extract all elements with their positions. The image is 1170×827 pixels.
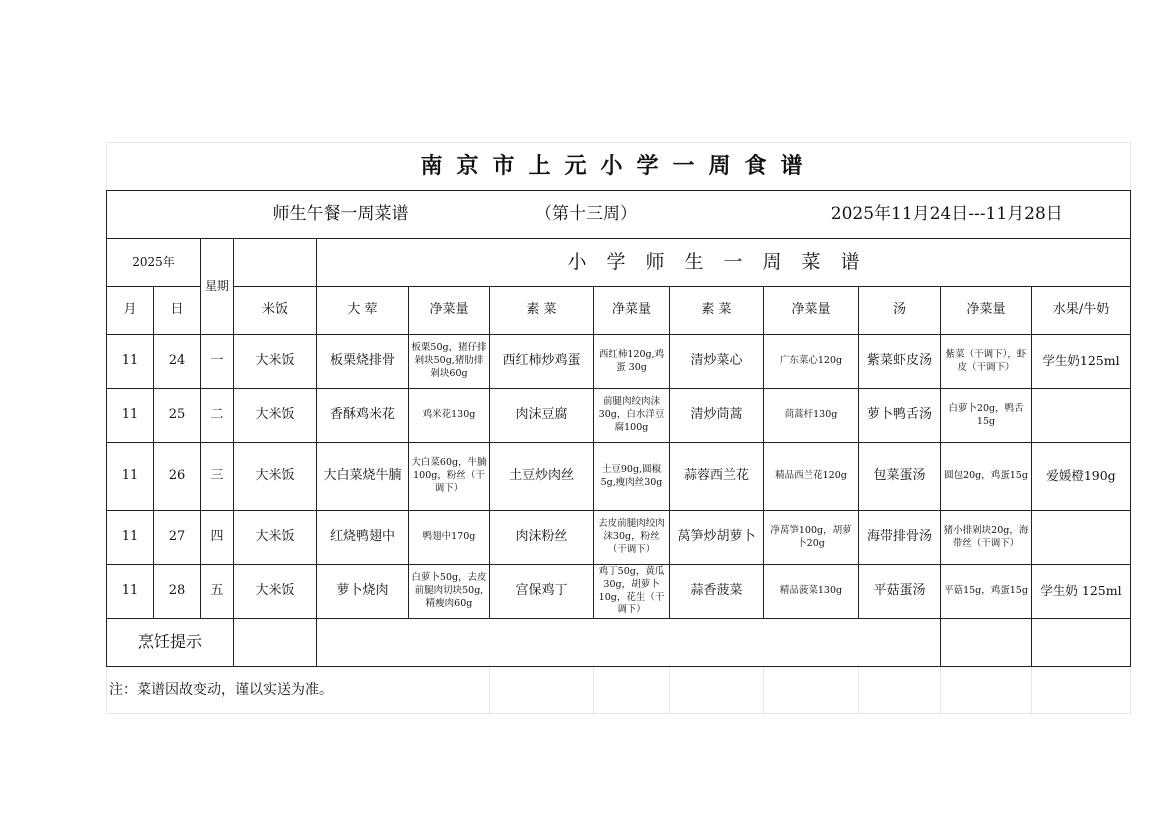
day-cell: 25 bbox=[154, 389, 201, 443]
col-net-qty: 净菜量 bbox=[941, 287, 1032, 335]
weekly-menu-table bbox=[106, 142, 1131, 714]
main-dish-cell: 大白菜烧牛腩 bbox=[317, 443, 409, 511]
blank-cell bbox=[1032, 619, 1131, 667]
rice-cell: 大米饭 bbox=[234, 335, 317, 389]
month-cell: 11 bbox=[107, 335, 154, 389]
blank-cell bbox=[234, 239, 317, 287]
veg1-cell: 宫保鸡丁 bbox=[490, 565, 594, 619]
day-cell: 28 bbox=[154, 565, 201, 619]
blank-cell bbox=[1032, 667, 1131, 714]
weekday-cell: 三 bbox=[201, 443, 234, 511]
col-fruit-milk: 水果/牛奶 bbox=[1032, 287, 1131, 335]
veg1-qty-cell: 土豆90g,圆椒5g,瘦肉丝30g bbox=[594, 443, 670, 511]
blank-cell bbox=[941, 619, 1032, 667]
weekday-cell: 二 bbox=[201, 389, 234, 443]
main-qty-cell: 白萝卜50g，去皮前腿肉切块50g,精瘦肉60g bbox=[409, 565, 490, 619]
veg2-cell: 清炒菜心 bbox=[670, 335, 764, 389]
fruit-milk-cell: 爱媛橙190g bbox=[1032, 443, 1131, 511]
table-row bbox=[107, 389, 1131, 443]
month-cell: 11 bbox=[107, 511, 154, 565]
month-cell: 11 bbox=[107, 443, 154, 511]
veg2-qty-cell: 精品菠菜130g bbox=[764, 565, 859, 619]
col-day: 日 bbox=[154, 287, 201, 335]
veg2-qty-cell: 精品西兰花120g bbox=[764, 443, 859, 511]
main-dish-cell: 板栗烧排骨 bbox=[317, 335, 409, 389]
soup-cell: 萝卜鸭舌汤 bbox=[859, 389, 941, 443]
veg2-qty-cell: 广东菜心120g bbox=[764, 335, 859, 389]
veg2-cell: 蒜香菠菜 bbox=[670, 565, 764, 619]
col-veg: 素 菜 bbox=[670, 287, 764, 335]
note-row bbox=[107, 667, 1131, 714]
main-qty-cell: 鸡米花130g bbox=[409, 389, 490, 443]
month-cell: 11 bbox=[107, 565, 154, 619]
blank-cell bbox=[859, 667, 941, 714]
table-row bbox=[107, 443, 1131, 511]
veg1-cell: 肉沫粉丝 bbox=[490, 511, 594, 565]
soup-qty-cell: 平菇15g，鸡蛋15g bbox=[941, 565, 1032, 619]
veg1-qty-cell: 去皮前腿肉绞肉沫30g，粉丝（干调下） bbox=[594, 511, 670, 565]
fruit-milk-cell: 学生奶125ml bbox=[1032, 335, 1131, 389]
cooking-tip-label: 烹饪提示 bbox=[107, 619, 234, 667]
soup-qty-cell: 白萝卜20g，鸭舌15g bbox=[941, 389, 1032, 443]
veg2-cell: 蒜蓉西兰花 bbox=[670, 443, 764, 511]
veg1-qty-cell: 西红柿120g,鸡蛋 30g bbox=[594, 335, 670, 389]
date-range: 2025年11月24日---11月28日 bbox=[764, 191, 1131, 239]
column-header-row bbox=[107, 287, 1131, 335]
day-cell: 24 bbox=[154, 335, 201, 389]
veg1-cell: 肉沫豆腐 bbox=[490, 389, 594, 443]
footnote: 注：菜谱因故变动，谨以实送为准。 bbox=[107, 667, 490, 714]
rice-cell: 大米饭 bbox=[234, 389, 317, 443]
weekday-header: 星期 bbox=[201, 239, 234, 335]
month-cell: 11 bbox=[107, 389, 154, 443]
main-qty-cell: 大白菜60g，牛腩100g，粉丝（干调下） bbox=[409, 443, 490, 511]
weekday-cell: 一 bbox=[201, 335, 234, 389]
rice-cell: 大米饭 bbox=[234, 443, 317, 511]
day-cell: 26 bbox=[154, 443, 201, 511]
veg1-cell: 西红柿炒鸡蛋 bbox=[490, 335, 594, 389]
veg2-qty-cell: 净莴笋100g，胡萝卜20g bbox=[764, 511, 859, 565]
col-soup: 汤 bbox=[859, 287, 941, 335]
main-qty-cell: 板栗50g，猪仔排剁块50g,猪肋排剁块60g bbox=[409, 335, 490, 389]
year-row bbox=[107, 239, 1131, 287]
table-row bbox=[107, 565, 1131, 619]
cooking-tip-row bbox=[107, 619, 1131, 667]
veg1-qty-cell: 前腿肉绞肉沫30g，白水洋豆腐100g bbox=[594, 389, 670, 443]
main-dish-cell: 香酥鸡米花 bbox=[317, 389, 409, 443]
soup-cell: 平菇蛋汤 bbox=[859, 565, 941, 619]
year-label: 2025年 bbox=[107, 239, 201, 287]
cooking-tip-content bbox=[317, 619, 941, 667]
blank-cell bbox=[670, 667, 764, 714]
blank-cell bbox=[941, 667, 1032, 714]
rice-cell: 大米饭 bbox=[234, 511, 317, 565]
day-cell: 27 bbox=[154, 511, 201, 565]
col-net-qty: 净菜量 bbox=[764, 287, 859, 335]
soup-qty-cell: 猪小排剁块20g，海带丝（干调下） bbox=[941, 511, 1032, 565]
blank-cell bbox=[234, 619, 317, 667]
col-net-qty: 净菜量 bbox=[594, 287, 670, 335]
col-month: 月 bbox=[107, 287, 154, 335]
subtitle-left: 师生午餐一周菜谱 bbox=[107, 191, 409, 239]
veg2-qty-cell: 茼蒿杆130g bbox=[764, 389, 859, 443]
weekday-cell: 五 bbox=[201, 565, 234, 619]
fruit-milk-cell: 学生奶 125ml bbox=[1032, 565, 1131, 619]
main-qty-cell: 鸭翅中170g bbox=[409, 511, 490, 565]
page-title: 南京市上元小学一周食谱 bbox=[107, 143, 1131, 191]
main-dish-cell: 萝卜烧肉 bbox=[317, 565, 409, 619]
veg1-cell: 土豆炒肉丝 bbox=[490, 443, 594, 511]
veg2-cell: 莴笋炒胡萝卜 bbox=[670, 511, 764, 565]
soup-qty-cell: 紫菜（干调下），虾皮（干调下） bbox=[941, 335, 1032, 389]
col-main-dish: 大 荤 bbox=[317, 287, 409, 335]
blank-cell bbox=[490, 667, 594, 714]
subtitle-row bbox=[107, 191, 1131, 239]
soup-cell: 包菜蛋汤 bbox=[859, 443, 941, 511]
veg1-qty-cell: 鸡丁50g，黄瓜30g，胡萝卜10g，花生（干调下） bbox=[594, 565, 670, 619]
veg2-cell: 清炒茼蒿 bbox=[670, 389, 764, 443]
col-rice: 米饭 bbox=[234, 287, 317, 335]
soup-cell: 海带排骨汤 bbox=[859, 511, 941, 565]
fruit-milk-cell bbox=[1032, 511, 1131, 565]
fruit-milk-cell bbox=[1032, 389, 1131, 443]
soup-cell: 紫菜虾皮汤 bbox=[859, 335, 941, 389]
main-dish-cell: 红烧鸭翅中 bbox=[317, 511, 409, 565]
weekday-cell: 四 bbox=[201, 511, 234, 565]
week-number: （第十三周） bbox=[409, 191, 764, 239]
col-veg: 素 菜 bbox=[490, 287, 594, 335]
soup-qty-cell: 圆包20g，鸡蛋15g bbox=[941, 443, 1032, 511]
blank-cell bbox=[764, 667, 859, 714]
col-net-qty: 净菜量 bbox=[409, 287, 490, 335]
rice-cell: 大米饭 bbox=[234, 565, 317, 619]
menu-sheet bbox=[106, 142, 1131, 714]
title-row bbox=[107, 143, 1131, 191]
school-menu-title: 小学师生一周菜谱 bbox=[317, 239, 1131, 287]
blank-cell bbox=[594, 667, 670, 714]
table-row bbox=[107, 511, 1131, 565]
table-row bbox=[107, 335, 1131, 389]
